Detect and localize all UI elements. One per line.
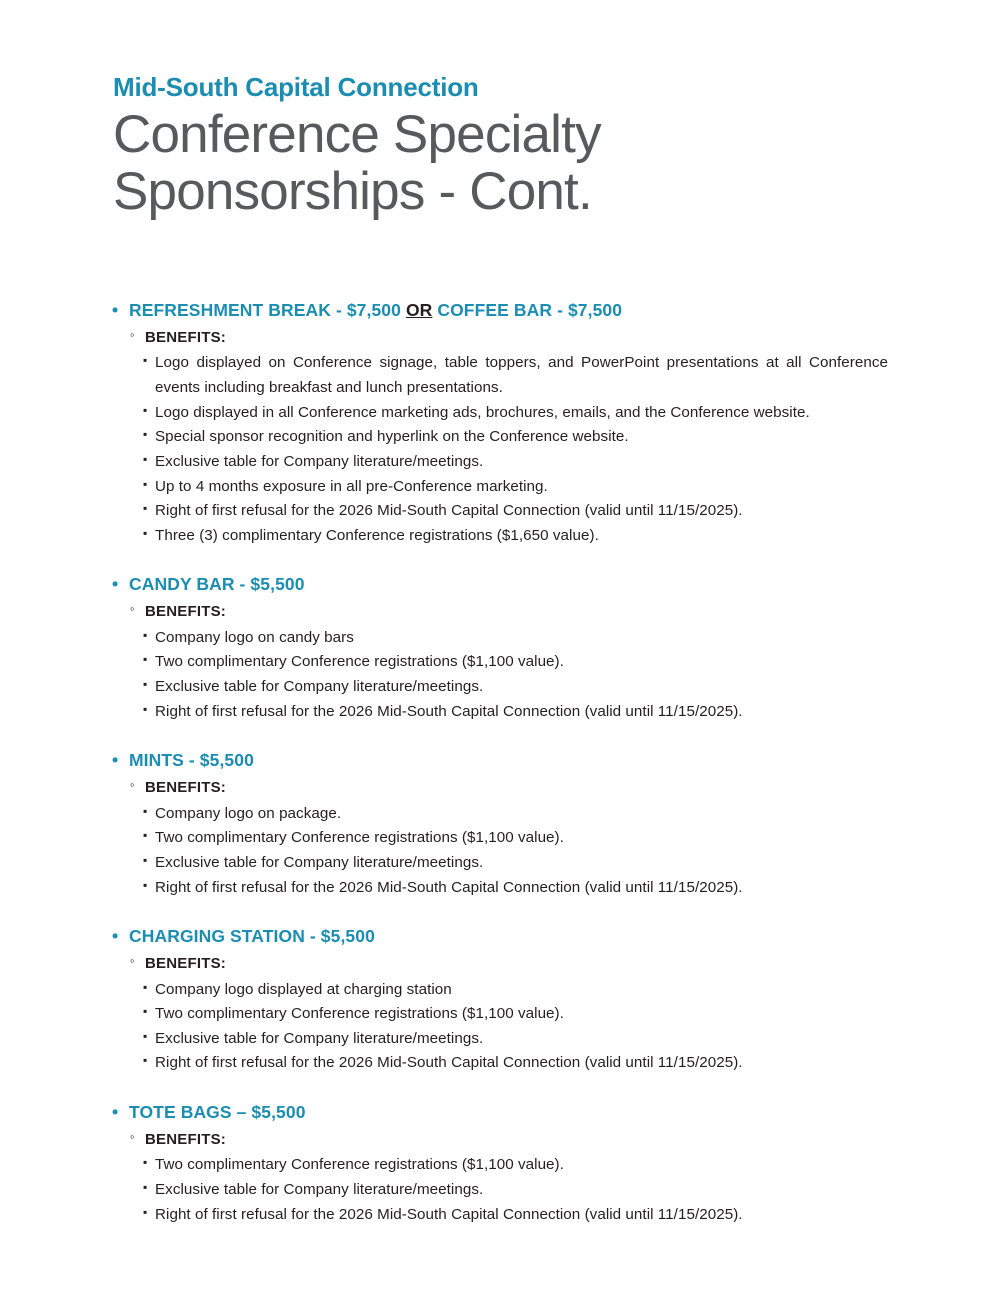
benefits-list	[0, 978, 1000, 1077]
page-title-line-1: Conference Specialty	[113, 105, 601, 164]
bullet-level1-icon: •	[112, 750, 119, 771]
benefit-item	[0, 401, 1000, 426]
bullet-level2-icon: ◦	[130, 326, 135, 342]
benefits-label-text: BENEFITS:	[145, 603, 226, 621]
benefit-item-text: Right of first refusal for the 2026 Mid-South Capital Connection (valid until 11/15/2025).	[155, 502, 743, 520]
page-title-line-2: Sponsorships - Cont.	[113, 162, 592, 222]
bullet-level3-icon: ▪	[143, 1028, 148, 1043]
benefit-item	[0, 675, 1000, 700]
section-heading-text: REFRESHMENT BREAK - $7,500	[129, 300, 406, 320]
bullet-level3-icon: ▪	[143, 828, 148, 843]
sponsorship-sections	[0, 300, 1000, 1227]
benefit-item	[0, 524, 1000, 549]
bullet-level1-icon: •	[112, 574, 119, 595]
benefit-item	[0, 1051, 1000, 1076]
bullet-level1-icon: •	[112, 300, 119, 320]
bullet-level3-icon: ▪	[143, 852, 148, 867]
bullet-level3-icon: ▪	[143, 1155, 148, 1170]
bullet-level3-icon: ▪	[143, 353, 148, 368]
bullet-level3-icon: ▪	[143, 677, 148, 691]
bullet-level3-icon: ▪	[143, 501, 148, 516]
benefit-item	[0, 1178, 1000, 1203]
sponsorship-section	[0, 300, 1000, 548]
bullet-level3-icon: ▪	[143, 877, 148, 892]
sponsorship-section	[0, 1102, 1000, 1227]
benefit-item-text: Company logo on candy bars	[155, 628, 354, 646]
benefit-item	[0, 425, 1000, 450]
benefit-item	[0, 1002, 1000, 1027]
bullet-level3-icon: ▪	[143, 979, 148, 994]
bullet-level3-icon: ▪	[143, 451, 148, 466]
benefit-item-text: Company logo on package.	[155, 804, 342, 822]
section-heading	[0, 750, 1000, 772]
bullet-level3-icon: ▪	[143, 1053, 148, 1068]
benefits-label	[0, 1130, 1000, 1150]
benefit-item-text: Logo displayed in all Conference marketing ads, brochures, emails, and the Conference website.	[155, 403, 810, 421]
bullet-level3-icon: ▪	[143, 427, 148, 442]
bullet-level3-icon: ▪	[143, 1004, 148, 1019]
section-heading	[0, 926, 1000, 948]
section-heading	[0, 574, 1000, 596]
benefits-label-text: BENEFITS:	[145, 328, 226, 346]
section-heading-or: OR	[405, 300, 433, 320]
sponsorship-section	[0, 574, 1000, 724]
benefit-item	[0, 650, 1000, 675]
bullet-level2-icon: ◦	[130, 777, 135, 793]
benefit-item-text: Two complimentary Conference registrations ($1,100 value).	[155, 653, 564, 671]
section-heading-text: TOTE BAGS – $5,500	[129, 1102, 306, 1122]
bullet-level2-icon: ◦	[130, 601, 135, 617]
bullet-level2-icon: ◦	[130, 1128, 135, 1144]
benefits-label	[0, 328, 1000, 348]
benefits-list	[0, 351, 1000, 548]
sponsorship-section	[0, 926, 1000, 1076]
benefits-list	[0, 626, 1000, 725]
benefit-item-text: Logo displayed on Conference signage, table toppers, and PowerPoint presentations at all Conference events including breakfast and lunch presentations.	[155, 354, 888, 396]
benefit-item	[0, 1027, 1000, 1052]
benefit-item-text: Two complimentary Conference registrations ($1,100 value).	[155, 1005, 564, 1023]
benefit-item-text: Company logo displayed at charging station	[155, 980, 452, 998]
section-heading	[0, 300, 1000, 322]
benefit-item	[0, 450, 1000, 475]
bullet-level3-icon: ▪	[143, 1180, 148, 1194]
bullet-level3-icon: ▪	[143, 652, 148, 667]
benefit-item	[0, 851, 1000, 876]
benefit-item	[0, 626, 1000, 651]
bullet-level3-icon: ▪	[143, 803, 148, 818]
benefit-item-text: Right of first refusal for the 2026 Mid-South Capital Connection (valid until 11/15/2025).	[155, 878, 743, 896]
benefit-item-text: Special sponsor recognition and hyperlink on the Conference website.	[155, 428, 629, 446]
benefit-item	[0, 700, 1000, 725]
page-title	[113, 106, 933, 220]
benefit-item	[0, 978, 1000, 1003]
benefit-item-text: Exclusive table for Company literature/meetings.	[155, 678, 484, 695]
benefit-item	[0, 499, 1000, 524]
benefit-item-text: Right of first refusal for the 2026 Mid-South Capital Connection (valid until 11/15/2025).	[155, 1205, 743, 1223]
bullet-level3-icon: ▪	[143, 701, 148, 716]
benefit-item-text: Three (3) complimentary Conference registrations ($1,650 value).	[155, 526, 599, 544]
benefit-item-text: Two complimentary Conference registrations ($1,100 value).	[155, 829, 564, 847]
bullet-level3-icon: ▪	[143, 402, 148, 417]
bullet-level3-icon: ▪	[143, 476, 148, 491]
benefit-item-text: Right of first refusal for the 2026 Mid-South Capital Connection (valid until 11/15/2025).	[155, 702, 743, 720]
benefit-item	[0, 802, 1000, 827]
section-heading-text: MINTS - $5,500	[129, 750, 254, 771]
benefit-item-text: Exclusive table for Company literature/meetings.	[155, 1029, 484, 1047]
bullet-level3-icon: ▪	[143, 627, 148, 642]
bullet-level3-icon: ▪	[143, 525, 148, 540]
benefits-label-text: BENEFITS:	[145, 955, 226, 972]
benefits-label	[0, 778, 1000, 798]
sponsorship-section	[0, 750, 1000, 900]
section-heading-text: CANDY BAR - $5,500	[129, 574, 305, 595]
section-heading	[0, 1102, 1000, 1124]
benefit-item-text: Right of first refusal for the 2026 Mid-South Capital Connection (valid until 11/15/2025).	[155, 1054, 743, 1072]
benefit-item-text: Two complimentary Conference registrations ($1,100 value).	[155, 1156, 564, 1174]
benefit-item	[0, 826, 1000, 851]
benefit-item	[0, 876, 1000, 901]
document-header	[113, 74, 933, 220]
brand-eyebrow: Mid-South Capital Connection	[113, 72, 479, 102]
benefit-item	[0, 1203, 1000, 1228]
benefits-list	[0, 1153, 1000, 1227]
benefits-label	[0, 954, 1000, 974]
bullet-level1-icon: •	[112, 926, 119, 947]
bullet-level3-icon: ▪	[143, 1204, 148, 1219]
benefit-item	[0, 351, 1000, 400]
benefit-item	[0, 475, 1000, 500]
benefits-label-text: BENEFITS:	[145, 1130, 226, 1148]
benefits-list	[0, 802, 1000, 901]
benefit-item-text: Exclusive table for Company literature/meetings.	[155, 452, 484, 470]
bullet-level1-icon: •	[112, 1102, 119, 1122]
benefit-item	[0, 1153, 1000, 1178]
benefit-item-text: Exclusive table for Company literature/meetings.	[155, 1181, 484, 1198]
benefit-item-text: Up to 4 months exposure in all pre-Conference marketing.	[155, 477, 548, 495]
bullet-level2-icon: ◦	[130, 953, 135, 968]
benefits-label	[0, 602, 1000, 622]
benefit-item-text: Exclusive table for Company literature/meetings.	[155, 853, 484, 871]
section-heading-text: CHARGING STATION - $5,500	[129, 926, 375, 947]
benefits-label-text: BENEFITS:	[145, 779, 226, 797]
section-heading-text-alt: COFFEE BAR - $7,500	[432, 300, 623, 320]
